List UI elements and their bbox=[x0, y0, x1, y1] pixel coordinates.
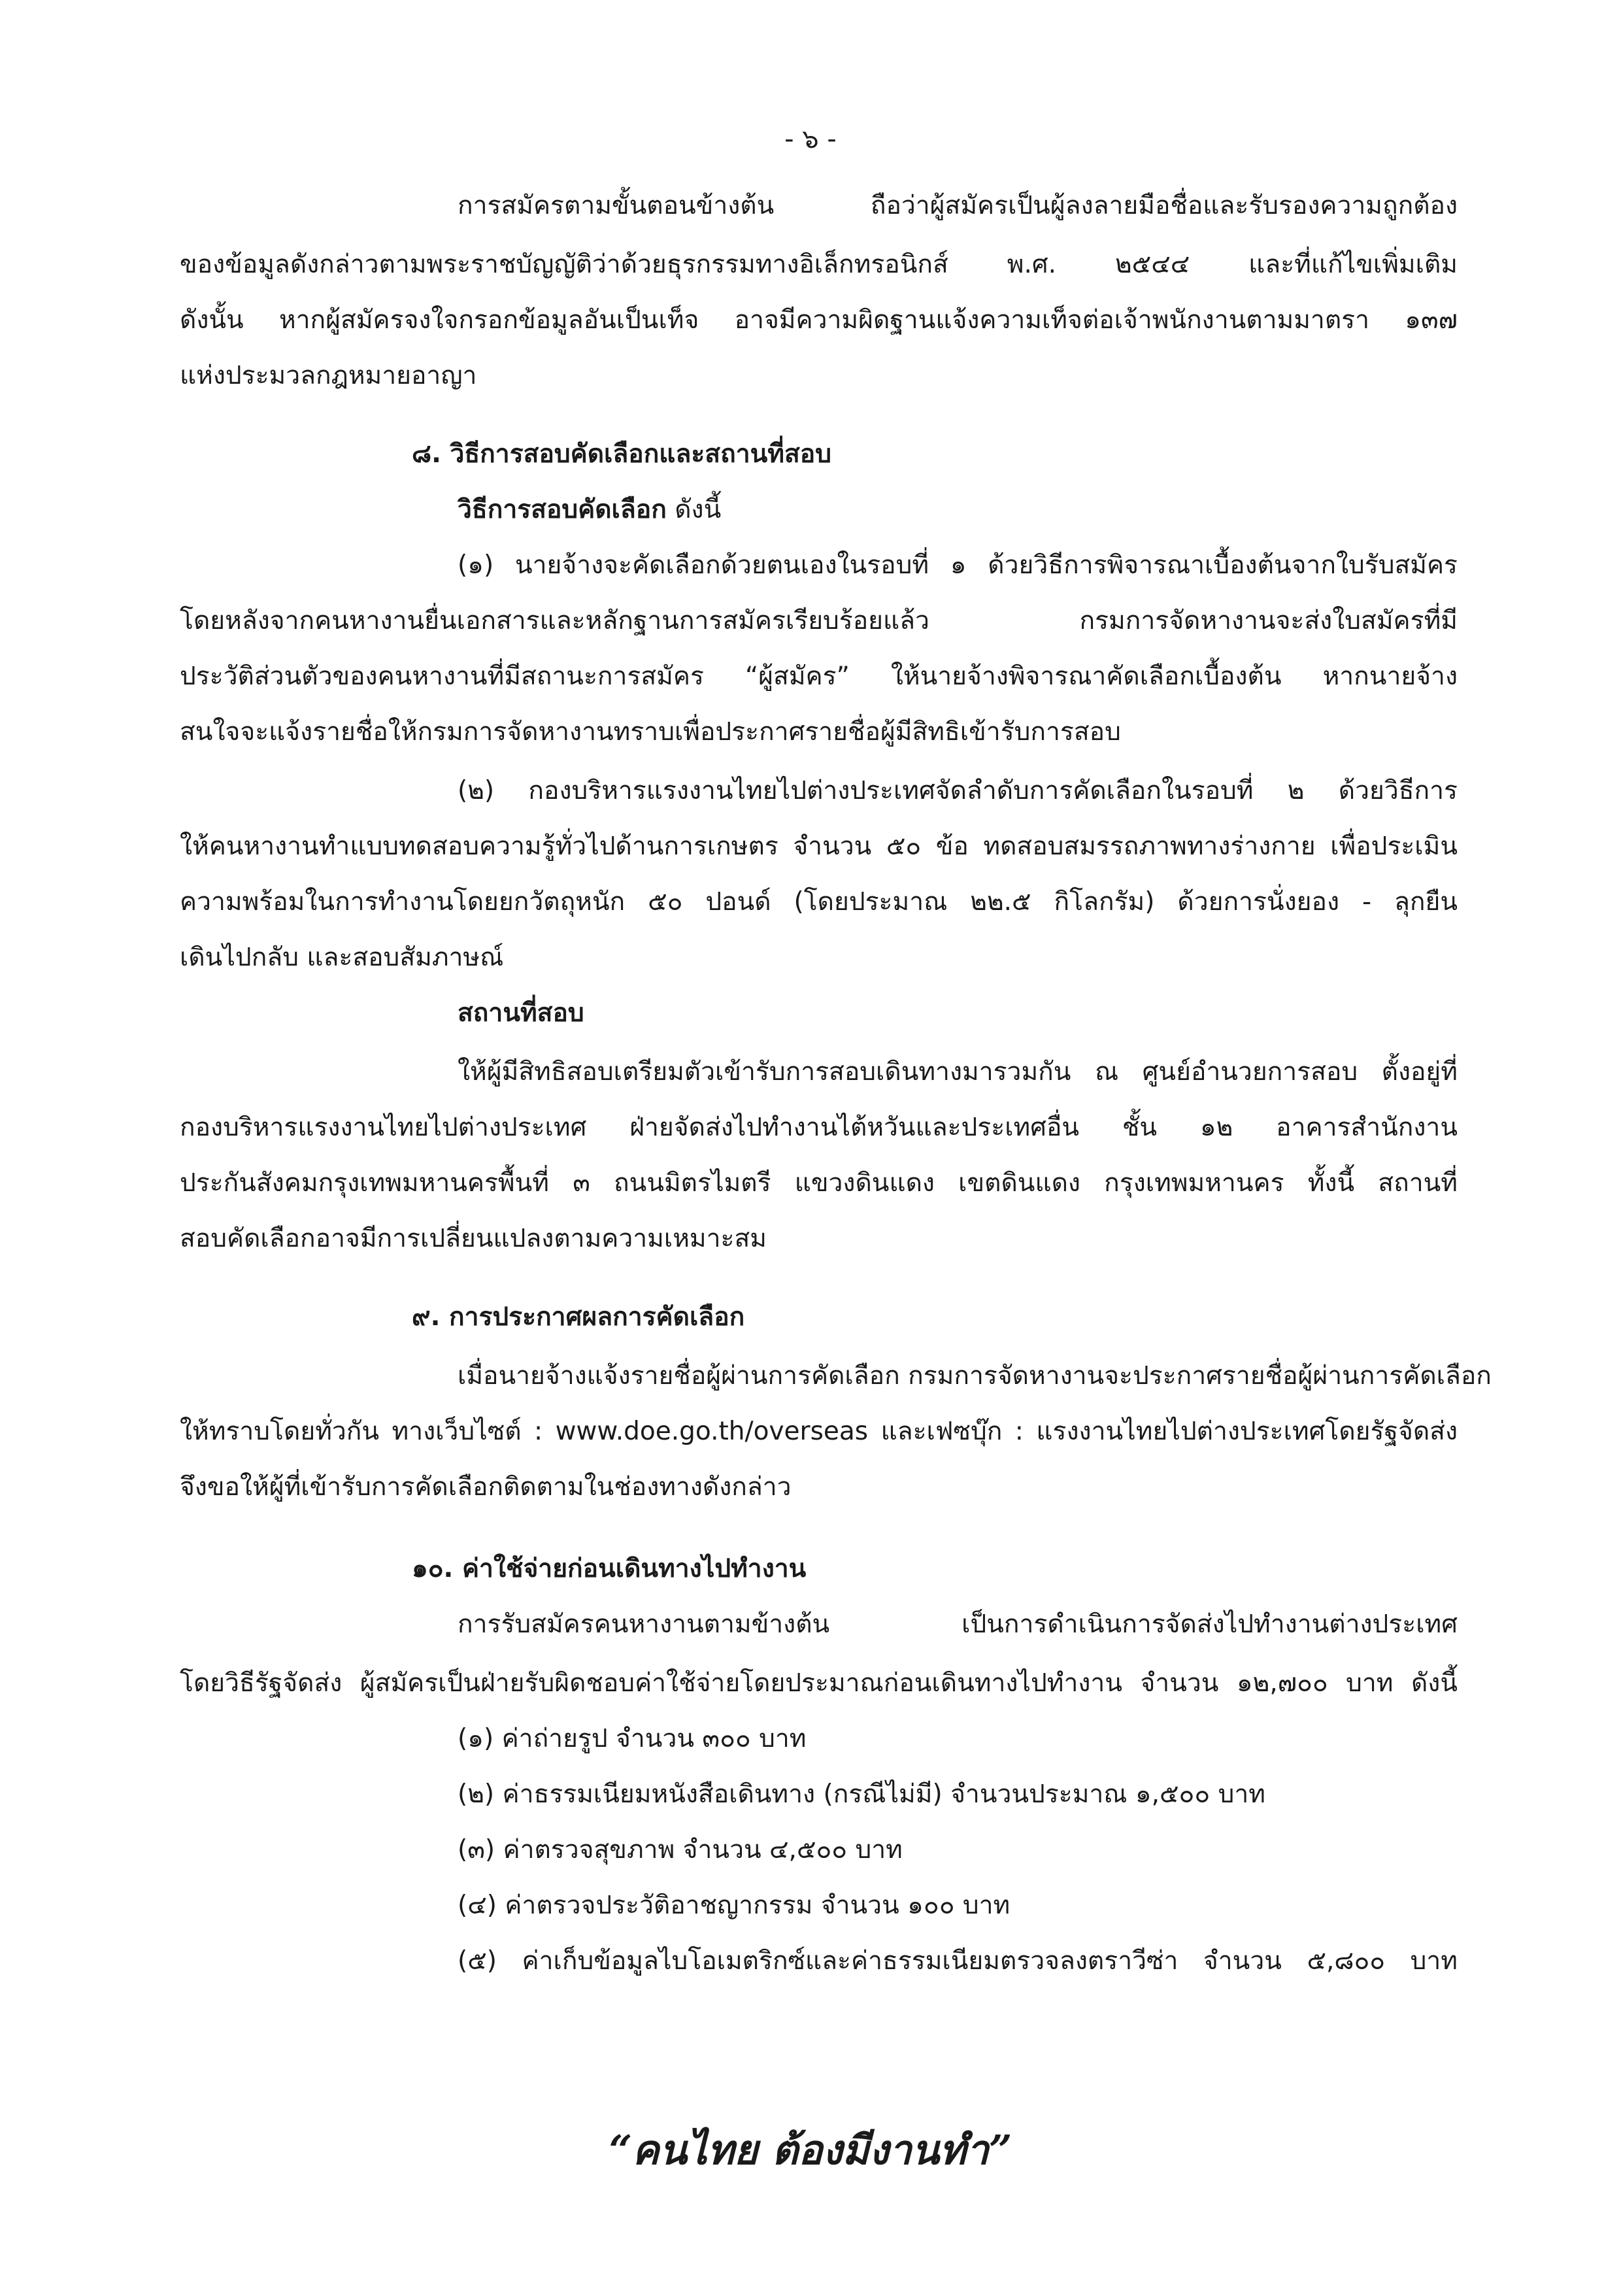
expense-item: (๓) ค่าตรวจสุขภาพ จำนวน ๔,๕๐๐ บาท bbox=[458, 1835, 903, 1865]
expense-item: (๑) ค่าถ่ายรูป จำนวน ๓๐๐ บาท bbox=[458, 1724, 807, 1753]
intro-line: การสมัครตามขั้นตอนข้างต้น ถือว่าผู้สมัครเป็นผู้ลงลายมือชื่อและรับรองความถูกต้อง bbox=[458, 191, 1458, 220]
section-9-heading: ๙. การประกาศผลการคัดเลือก bbox=[412, 1302, 745, 1332]
venue-line: สอบคัดเลือกอาจมีการเปลี่ยนแปลงตามความเหมาะสม bbox=[180, 1224, 767, 1253]
section-8-heading: ๘. วิธีการสอบคัดเลือกและสถานที่สอบ bbox=[412, 439, 831, 469]
method-subheading bbox=[458, 490, 721, 530]
announcement-line: ให้ทราบโดยทั่วกัน ทางเว็บไซต์ : www.doe.go.th/overseas และเฟซบุ๊ก : แรงงานไทยไปต่างประเทศโดยรัฐจัดส่ง bbox=[180, 1417, 1458, 1446]
method-item-1-line: (๑) นายจ้างจะคัดเลือกด้วยตนเองในรอบที่ ๑ ด้วยวิธีการพิจารณาเบื้องต้นจากใบรับสมัคร bbox=[458, 550, 1458, 580]
expense-intro-line: โดยวิธีรัฐจัดส่ง ผู้สมัครเป็นฝ่ายรับผิดชอบค่าใช้จ่ายโดยประมาณก่อนเดินทางไปทำงาน จำนวน ๑๒,๗๐๐ บาท ดังนี้ bbox=[180, 1668, 1458, 1698]
venue-subheading: สถานที่สอบ bbox=[458, 998, 584, 1028]
method-suffix: ดังนี้ bbox=[666, 495, 722, 524]
venue-line: ให้ผู้มีสิทธิสอบเตรียมตัวเข้ารับการสอบเดินทางมารวมกัน ณ ศูนย์อำนวยการสอบ ตั้งอยู่ที่ bbox=[458, 1057, 1458, 1087]
method-item-1-line: ประวัติส่วนตัวของคนหางานที่มีสถานะการสมัคร “ผู้สมัคร” ให้นายจ้างพิจารณาคัดเลือกเบื้องต้น หากนายจ้าง bbox=[180, 662, 1458, 691]
announcement-line: จึงขอให้ผู้ที่เข้ารับการคัดเลือกติดตามในช่องทางดังกล่าว bbox=[180, 1472, 792, 1502]
intro-line: ดังนั้น หากผู้สมัครจงใจกรอกข้อมูลอันเป็นเท็จ อาจมีความผิดฐานแจ้งความเท็จต่อเจ้าพนักงานตามมาตรา ๑๓๗ bbox=[180, 305, 1458, 335]
method-item-2-line: เดินไปกลับ และสอบสัมภาษณ์ bbox=[180, 943, 504, 972]
intro-line: แห่งประมวลกฎหมายอาญา bbox=[180, 361, 477, 390]
method-item-1-line: โดยหลังจากคนหางานยื่นเอกสารและหลักฐานการสมัครเรียบร้อยแล้ว กรมการจัดหางานจะส่งใบสมัครที่มี bbox=[180, 606, 1458, 635]
expense-item: (๒) ค่าธรรมเนียมหนังสือเดินทาง (กรณีไม่มี) จำนวนประมาณ ๑,๕๐๐ บาท bbox=[458, 1780, 1265, 1809]
page-number: - ๖ - bbox=[784, 124, 837, 154]
section-10-heading: ๑๐. ค่าใช้จ่ายก่อนเดินทางไปทำงาน bbox=[412, 1554, 807, 1583]
announcement-line: เมื่อนายจ้างแจ้งรายชื่อผู้ผ่านการคัดเลือก กรมการจัดหางานจะประกาศรายชื่อผู้ผ่านการคัดเลือก bbox=[458, 1361, 1492, 1391]
intro-line: ของข้อมูลดังกล่าวตามพระราชบัญญัติว่าด้วยธุรกรรมทางอิเล็กทรอนิกส์ พ.ศ. ๒๕๔๔ และที่แก้ไขเพิ่มเติม bbox=[180, 250, 1458, 279]
venue-line: ประกันสังคมกรุงเทพมหานครพื้นที่ ๓ ถนนมิตรไมตรี แขวงดินแดง เขตดินแดง กรุงเทพมหานคร ทั้งนี้ สถานที่ bbox=[180, 1168, 1458, 1198]
method-item-1-line: สนใจจะแจ้งรายชื่อให้กรมการจัดหางานทราบเพื่อประกาศรายชื่อผู้มีสิทธิเข้ารับการสอบ bbox=[180, 717, 1121, 747]
method-item-2-line: ให้คนหางานทำแบบทดสอบความรู้ทั่วไปด้านการเกษตร จำนวน ๕๐ ข้อ ทดสอบสมรรถภาพทางร่างกาย เพื่อประเมิน bbox=[180, 832, 1458, 861]
expense-item: (๕) ค่าเก็บข้อมูลไบโอเมตริกซ์และค่าธรรมเนียมตรวจลงตราวีซ่า จำนวน ๕,๘๐๐ บาท bbox=[458, 1946, 1458, 1976]
method-item-2-line: (๒) กองบริหารแรงงานไทยไปต่างประเทศจัดลำดับการคัดเลือกในรอบที่ ๒ ด้วยวิธีการ bbox=[458, 776, 1458, 805]
venue-line: กองบริหารแรงงานไทยไปต่างประเทศ ฝ่ายจัดส่งไปทำงานไต้หวันและประเทศอื่น ชั้น ๑๒ อาคารสำนักงาน bbox=[180, 1113, 1458, 1142]
expense-item: (๔) ค่าตรวจประวัติอาชญากรรม จำนวน ๑๐๐ บาท bbox=[458, 1891, 1011, 1920]
expense-intro-line: การรับสมัครคนหางานตามข้างต้น เป็นการดำเนินการจัดส่งไปทำงานต่างประเทศ bbox=[458, 1610, 1458, 1639]
method-label: วิธีการสอบคัดเลือก bbox=[458, 495, 667, 524]
method-item-2-line: ความพร้อมในการทำงานโดยยกวัตถุหนัก ๕๐ ปอนด์ (โดยประมาณ ๒๒.๕ กิโลกรัม) ด้วยการนั่งยอง - ลุกยืน bbox=[180, 887, 1458, 917]
footer-slogan: “คนไทย ต้องมีงานทำ” bbox=[609, 2126, 1012, 2174]
